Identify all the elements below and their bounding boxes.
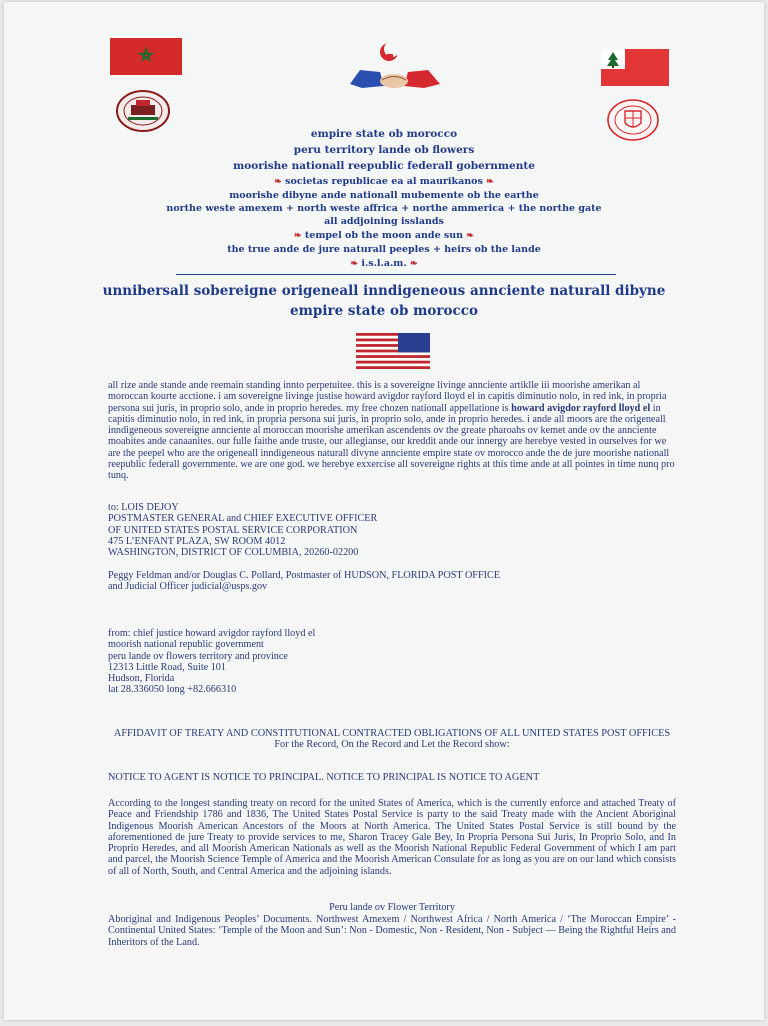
header-line-3: moorishe nationall reepublic federall gobernmente (233, 160, 535, 172)
bullet-left: ❧ (294, 231, 302, 241)
territory-heading: Peru lande ov Flower Territory (329, 902, 455, 913)
to-line: to: LOIS DEJOY (108, 502, 179, 513)
from-line: lat 28.336050 long +82.666310 (108, 684, 237, 696)
header-line-6: northe weste amexem + north weste affrica + northe ammerica + the northe gate (166, 203, 602, 214)
us-flag-icon (356, 333, 430, 369)
declaration-text-1: all rize ande stande ande reemain standing innto perpetuitee. this is a sovereigne livinge annciente artiklle iii moorishe amerikan al moroccan kourte acctione. i am sovereigne livinge justise howard avigdor rayford lloyd el in capitis diminutio nolo, in red ink, in propria persona sui juris, in proprio solo, ande in proprio heredes. my free chozen nationall appellatione is (108, 380, 667, 414)
header-line-4 (4, 176, 764, 187)
treaty-paragraph: According to the longest standing treaty on record for the united States of America, which is the currently enforce and attached Treaty of Peace and Friendship 1786 and 1836, The United States Postal Service is party to the said Treaty made with the Ancient Aboriginal Indigenous Moorish American Ancestors of the Moors at North America. The United States Postal Service is still bound by the aforementioned de jure Treaty to provide services to me, Sharon Tracey Gale Bey, In Propria Persona Sui Juris, In Proprio Solo, and In Proprio Heredes, and all Moorish American Nationals as well as the Moorish National Republic Federal Government of which I am part and parcel, the Moorish Science Temple of America and the Moorish American Consulate for as long as you are on our land which consists of all of North, South, and Central America and the adjoining islands. (108, 798, 676, 877)
crescent-handshake-icon (344, 40, 444, 92)
aboriginal-paragraph: Aboriginal and Indigenous Peoples’ Documents. Northwest Amexem / Northwest Africa / North America / ‘The Moroccan Empire’ - Continental United States: ‘Temple of the Moon and Sun’: Non - Domestic, Non - Resident, Non - Subject — Being the Rightful Heirs and Inheritors of the Land. (108, 914, 676, 948)
sender-address (108, 628, 668, 696)
to-line: 475 L’ENFANT PLAZA, SW ROOM 4012 (108, 535, 286, 547)
affidavit-subtitle: For the Record, On the Record and Let the Record show: (274, 739, 510, 751)
header-line-10 (4, 258, 764, 269)
bullet-right: ❧ (409, 259, 418, 269)
bullet-left: ❧ (350, 259, 359, 269)
to-line: POSTMASTER GENERAL and CHIEF EXECUTIVE OFFICER (108, 513, 378, 525)
territory-flag-icon (601, 49, 669, 86)
to-line: OF UNITED STATES POSTAL SERVICE CORPORATION (108, 524, 358, 536)
header-line-10-text: i.s.l.a.m. (361, 258, 407, 269)
to-line: WASHINGTON, DISTRICT OF COLUMBIA, 20260-02200 (108, 547, 359, 559)
affidavit-heading (108, 728, 676, 751)
declaration-text-2: in capitis diminutio nolo, in red ink, in propria persona sui juris, in proprio solo, ande in proprio heredes. i ande all moors are the origeneall inndigeneous sovereigne annciente al moroccan moorishe amerikan ascendents ov the greate pharoahs ov kemet ande ov the annciente moabites ande canaanites. our fulle faithe ande truste, our allegianse, our kreddit ande our innergy are herebye vested in ourselves for we are the peepel who are the origeneall inndigeneous naturall divyne annciente empire state ov morocco ande the de jure moorishe nationall reepublic federall governmente. we are one god. we herebye exxercise all sovereigne rights at this time ande at all pointes in time nunq pro tunq. (108, 402, 675, 482)
document-title-line-1: unnibersall sobereigne origeneall inndigeneous annciente naturall dibyne (102, 283, 666, 299)
header-divider (176, 274, 616, 275)
document-page (4, 2, 764, 1020)
header-line-9: the true ande de jure naturall peeples + heirs ob the lande (227, 244, 541, 255)
header-line-5: moorishe dibyne ande nationall mubemente ob the earthe (229, 190, 539, 201)
from-line: from: chief justice howard avigdor rayford lloyd el (108, 628, 316, 639)
header-line-8-text: tempel ob the moon ande sun (304, 230, 464, 241)
sovereignty-declaration (108, 380, 676, 482)
header-line-1: empire state ob morocco (310, 128, 458, 140)
document-title-line-2: empire state ob morocco (290, 303, 478, 319)
affidavit-title: AFFIDAVIT OF TREATY AND CONSTITUTIONAL CONTRACTED OBLIGATIONS OF ALL UNITED STATES POST OFFICES (113, 728, 671, 739)
bullet-right: ❧ (466, 231, 474, 241)
from-line: peru lande ov flowers territory and province (108, 650, 288, 662)
from-line: 12313 Little Road, Suite 101 (108, 661, 226, 673)
postmaster-address (108, 570, 668, 593)
header-line-4-text: societas republicae ea al maurikanos (285, 176, 483, 187)
from-line: moorish national republic government (108, 639, 264, 651)
notice-statement: NOTICE TO AGENT IS NOTICE TO PRINCIPAL. NOTICE TO PRINCIPAL IS NOTICE TO AGENT (108, 772, 540, 783)
declarant-name: howard avigdor rayford lloyd el (511, 402, 651, 414)
from-line: Hudson, Florida (108, 673, 175, 685)
recipient-address (108, 502, 668, 558)
header-line-8 (4, 230, 764, 241)
bullet-left: ❧ (274, 177, 282, 187)
postmaster-line: and Judicial Officer judicial@usps.gov (108, 581, 268, 593)
header-line-2: peru territory lande ob flowers (293, 144, 475, 156)
morocco-flag-icon (110, 38, 182, 75)
header-line-7: all addjoining isslands (324, 216, 444, 227)
bullet-right: ❧ (486, 177, 494, 187)
postmaster-line: Peggy Feldman and/or Douglas C. Pollard, Postmaster of HUDSON, FLORIDA POST OFFICE (108, 570, 501, 581)
